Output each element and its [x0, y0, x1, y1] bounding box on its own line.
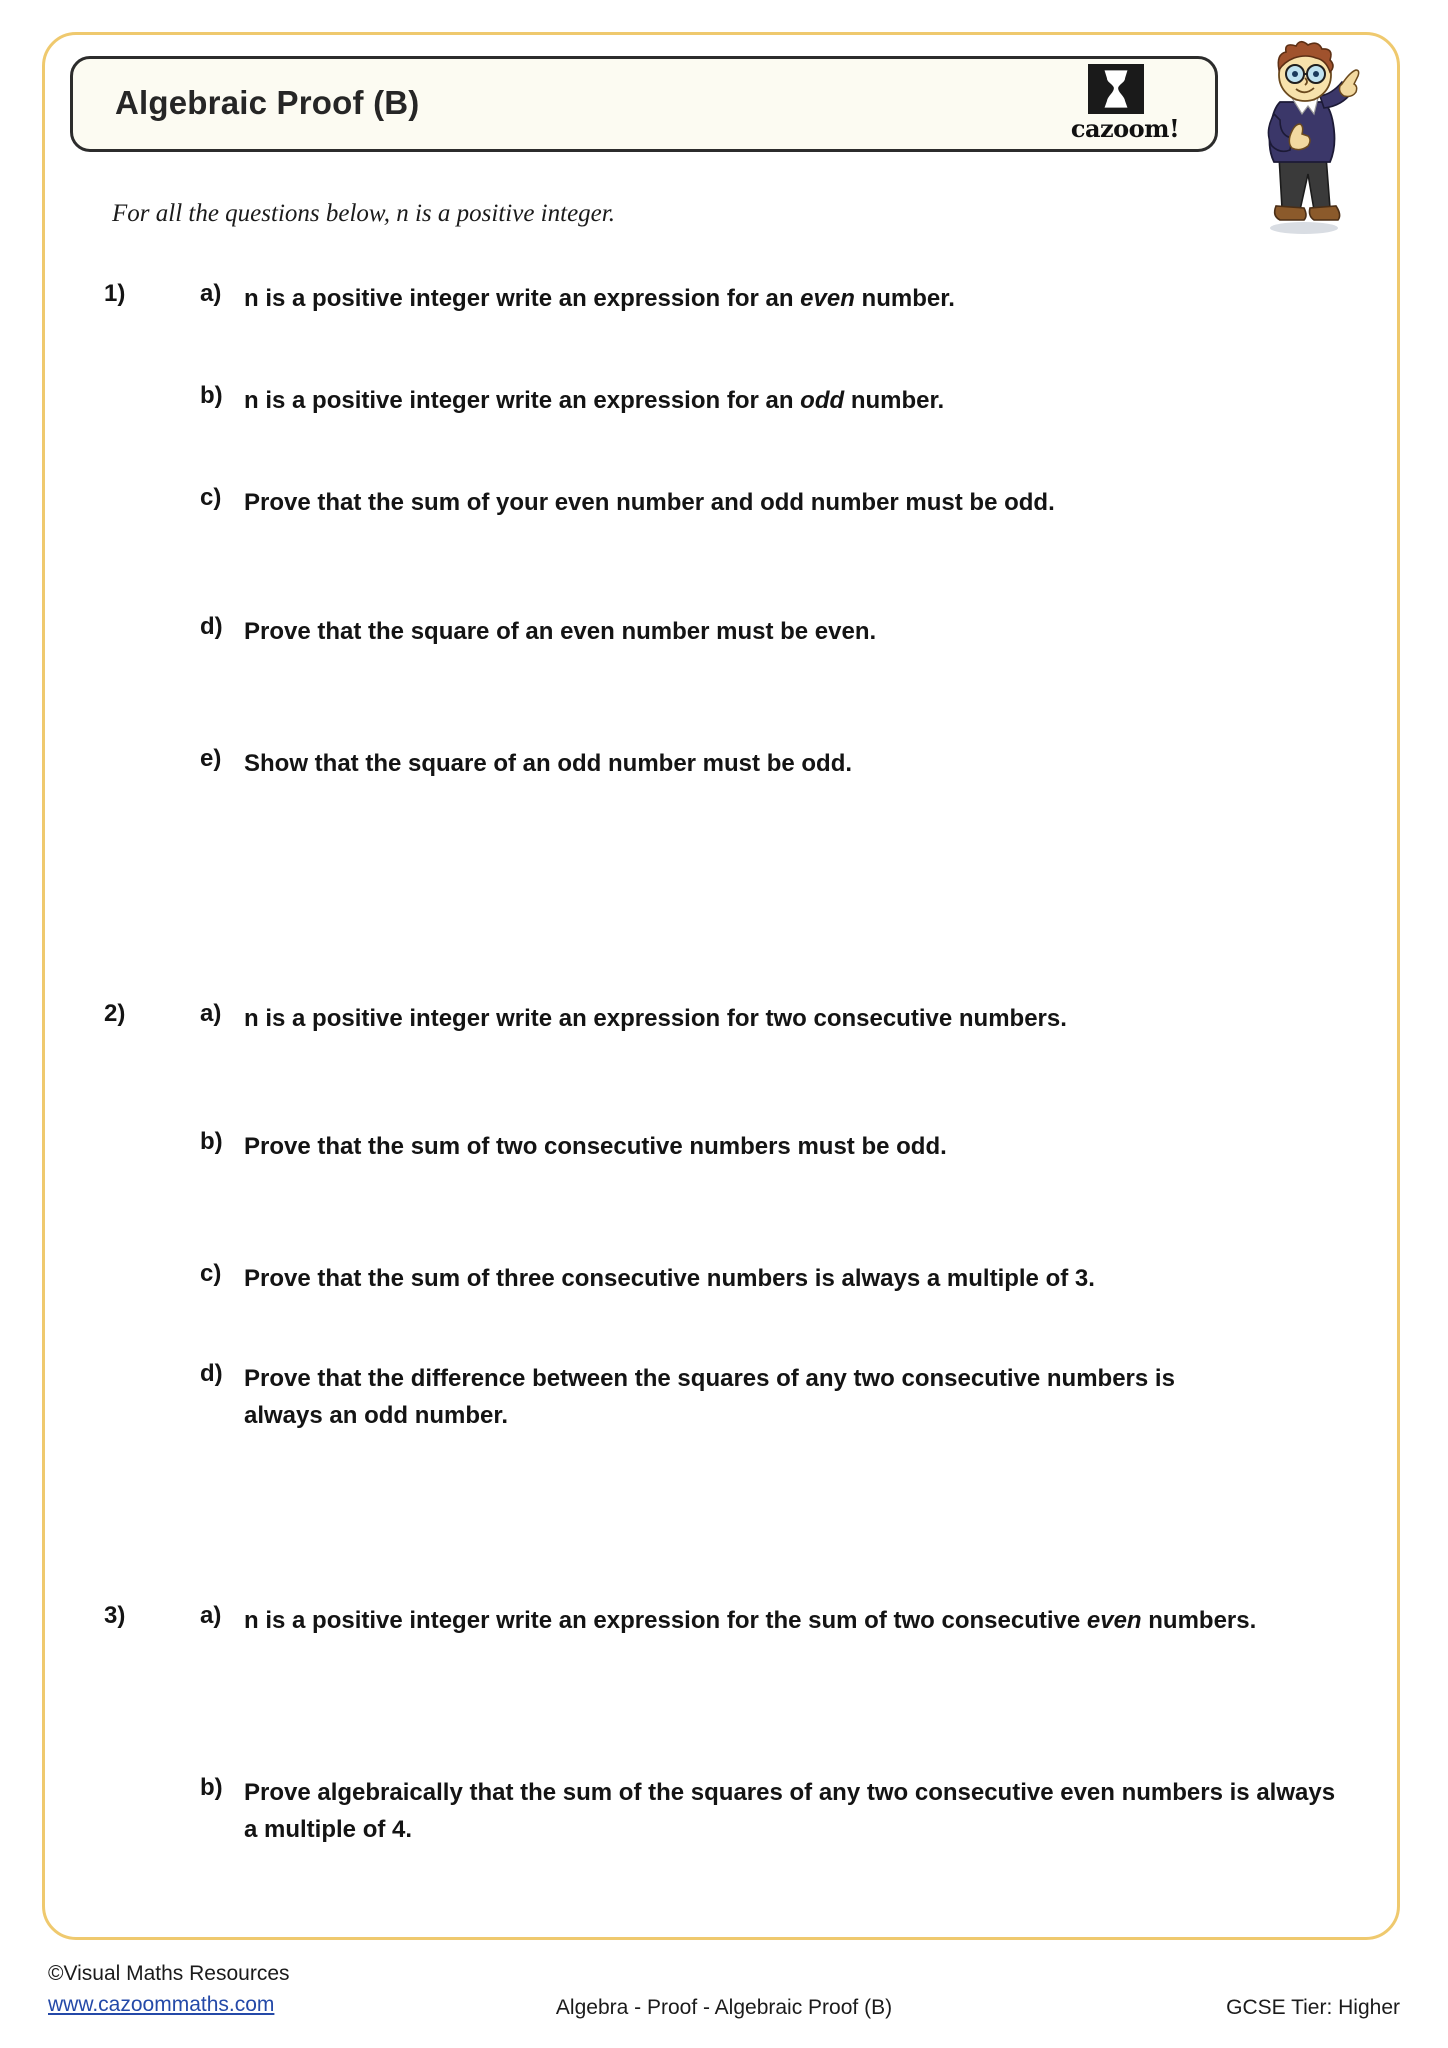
item-text: Prove that the sum of your even number and odd number must be odd. — [244, 489, 1055, 516]
item-letter: a) — [200, 280, 222, 307]
item-text: n is a positive integer write an expression for the sum of two consecutive even numbers. — [244, 1607, 1257, 1634]
item-text: Prove that the sum of two consecutive numbers must be odd. — [244, 1133, 947, 1160]
item-letter: a) — [200, 1000, 222, 1027]
worksheet-title-bar — [70, 56, 1218, 152]
item-text: Prove algebraically that the sum of the squares of any two consecutive even numbers is always a multiple of 4. — [244, 1779, 1336, 1843]
question-number: 2) — [104, 1000, 126, 1027]
item-text: Prove that the sum of three consecutive numbers is always a multiple of 3. — [244, 1265, 1095, 1292]
item-text: Prove that the difference between the squares of any two consecutive numbers is always an odd number. — [244, 1365, 1175, 1429]
student-boy-pointing-icon — [1246, 40, 1368, 235]
copyright-text: ©Visual Maths Resources — [48, 1962, 290, 1985]
item-letter: e) — [200, 745, 222, 772]
cazoom-goblet-icon — [1088, 64, 1144, 114]
item-letter: d) — [200, 1360, 223, 1387]
item-text: n is a positive integer write an expression for an odd number. — [244, 387, 945, 414]
item-text: n is a positive integer write an expression for an even number. — [244, 285, 955, 312]
worksheet-page-border — [42, 32, 1400, 1940]
goblet-shape-icon — [1101, 68, 1131, 110]
footer-tier: GCSE Tier: Higher — [1226, 1996, 1400, 2019]
item-letter: b) — [200, 1774, 223, 1801]
item-letter: b) — [200, 382, 223, 409]
item-text: n is a positive integer write an expression for two consecutive numbers. — [244, 1005, 1067, 1032]
cazoom-wordmark: cazoom! — [1070, 114, 1180, 143]
website-link[interactable]: www.cazoommaths.com — [48, 1993, 275, 2016]
question-number: 1) — [104, 280, 126, 307]
item-letter: d) — [200, 613, 223, 640]
question-number: 3) — [104, 1602, 126, 1629]
worksheet-footer — [0, 1958, 1448, 2038]
item-letter: a) — [200, 1602, 222, 1629]
item-text: Show that the square of an odd number must be odd. — [244, 750, 853, 777]
item-letter: b) — [200, 1128, 223, 1155]
cazoom-logo — [1061, 64, 1189, 144]
footer-breadcrumb: Algebra - Proof - Algebraic Proof (B) — [555, 1996, 893, 2019]
item-letter: c) — [200, 484, 222, 511]
instructions-line: For all the questions below, n is a positive integer. — [112, 200, 615, 227]
page-title: Algebraic Proof (B) — [115, 84, 420, 122]
item-text: Prove that the square of an even number must be even. — [244, 618, 877, 645]
item-letter: c) — [200, 1260, 222, 1287]
